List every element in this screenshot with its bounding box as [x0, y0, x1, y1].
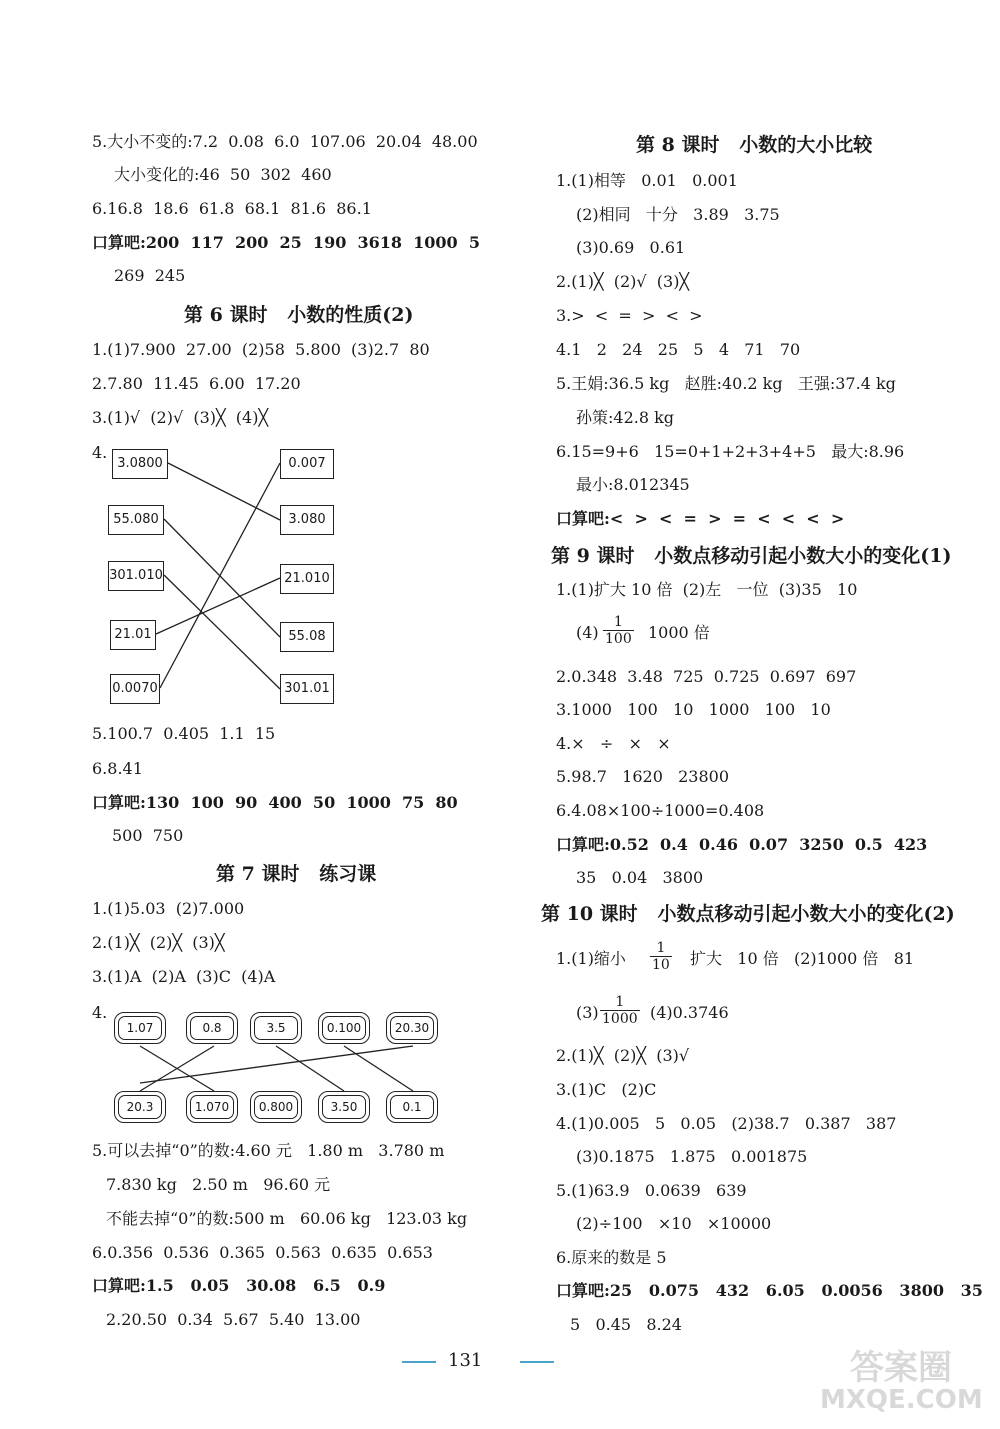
l9-kousuan: 口算吧:0.52 0.4 0.46 0.07 3250 0.5 423	[556, 835, 928, 854]
l7-item-3: 3.(1)A (2)A (3)C (4)A	[92, 967, 276, 986]
l10-item-1a-suffix: 扩大 10 倍 (2)1000 倍 81	[690, 949, 915, 968]
match-box-right: 21.010	[280, 564, 334, 594]
l8-item-1c: (3)0.69 0.61	[576, 238, 686, 257]
l10-item-4a: 4.(1)0.005 5 0.05 (2)38.7 0.387 387	[556, 1114, 897, 1133]
l6-item-6: 6.8.41	[92, 759, 143, 778]
match-line	[276, 1046, 344, 1091]
l9-kousuan-cont: 35 0.04 3800	[576, 868, 704, 887]
match-box-right: 3.080	[280, 505, 334, 535]
l6-item-4: 4.	[92, 443, 108, 462]
l9-item-1b-prefix: (4)	[576, 623, 599, 642]
l9-item-5: 5.98.7 1620 23800	[556, 767, 730, 786]
l8-item-5a: 5.王娟:36.5 kg 赵胜:40.2 kg 王强:37.4 kg	[556, 374, 896, 393]
l9-item-6: 6.4.08×100÷1000=0.408	[556, 801, 765, 820]
l10-item-1b-prefix: (3)	[576, 1003, 599, 1022]
l7-item-5c: 不能去掉“0”的数:500 m 60.06 kg 123.03 kg	[106, 1209, 468, 1228]
round-box-top: 20.30	[386, 1012, 438, 1044]
round-box-bottom: 3.50	[318, 1091, 370, 1123]
match-box-right: 301.01	[280, 674, 334, 704]
heading-lesson-8: 第 8 课时 小数的大小比较	[636, 134, 873, 156]
l10-item-2: 2.(1)╳ (2)╳ (3)√	[556, 1046, 690, 1065]
l8-item-6b: 最小:8.012345	[576, 475, 690, 494]
page-number-dash-left	[402, 1361, 436, 1363]
watermark-url: MXQE.COM	[820, 1385, 983, 1415]
l6-item-3: 3.(1)√ (2)√ (3)╳ (4)╳	[92, 408, 269, 427]
match-box-left: 3.0800	[112, 449, 168, 479]
l6-item-5: 5.100.7 0.405 1.1 15	[92, 724, 276, 743]
l6-item-2: 2.7.80 11.45 6.00 17.20	[92, 374, 301, 393]
heading-lesson-7: 第 7 课时 练习课	[216, 863, 377, 885]
round-box-bottom: 0.800	[250, 1091, 302, 1123]
l7-item-6: 6.0.356 0.536 0.365 0.563 0.635 0.653	[92, 1243, 433, 1262]
round-box-bottom: 20.3	[114, 1091, 166, 1123]
match-line	[156, 578, 280, 634]
round-box-bottom: 0.1	[386, 1091, 438, 1123]
fraction-1-10: $\frac{1}{10}$	[652, 940, 670, 973]
l8-item-5b: 孙策:42.8 kg	[576, 408, 675, 427]
match-line	[168, 463, 280, 520]
match-box-right: 0.007	[280, 449, 334, 479]
match-box-right: 55.08	[280, 622, 334, 652]
left-kousuan-cont: 269 245	[114, 266, 186, 285]
page-number-dash-right	[520, 1361, 554, 1363]
heading-lesson-10: 第 10 课时 小数点移动引起小数大小的变化(2)	[541, 903, 955, 925]
round-box-bottom: 1.070	[186, 1091, 238, 1123]
l9-item-3: 3.1000 100 10 1000 100 10	[556, 700, 831, 719]
page-number: 131	[448, 1350, 483, 1371]
l7-kousuan: 口算吧:1.5 0.05 30.08 6.5 0.9	[92, 1276, 386, 1295]
round-box-top: 0.100	[318, 1012, 370, 1044]
l7-item-5a: 5.可以去掉“0”的数:4.60 元 1.80 m 3.780 m	[92, 1141, 445, 1160]
left-kousuan: 口算吧:200 117 200 25 190 3618 1000 5	[92, 233, 480, 252]
l10-item-1a-prefix: 1.(1)缩小	[556, 949, 626, 968]
match-line	[164, 519, 280, 637]
l7-item-1: 1.(1)5.03 (2)7.000	[92, 899, 245, 918]
round-box-top: 0.8	[186, 1012, 238, 1044]
fraction-1-100: $\frac{1}{100}$	[605, 614, 632, 647]
l8-item-3: 3.> < = > < >	[556, 306, 703, 325]
l7-item-2: 2.(1)╳ (2)╳ (3)╳	[92, 933, 225, 952]
l10-item-3: 3.(1)C (2)C	[556, 1080, 657, 1099]
round-box-top: 1.07	[114, 1012, 166, 1044]
l9-item-1b-suffix: 1000 倍	[648, 623, 710, 642]
l10-kousuan-cont: 5 0.45 8.24	[570, 1315, 682, 1334]
l6-item-1: 1.(1)7.900 27.00 (2)58 5.800 (3)2.7 80	[92, 340, 430, 359]
l7-item-2-extra: 2.20.50 0.34 5.67 5.40 13.00	[106, 1310, 361, 1329]
l10-item-5a: 5.(1)63.9 0.0639 639	[556, 1181, 747, 1200]
match-box-left: 0.0070	[110, 674, 160, 704]
l10-item-4b: (3)0.1875 1.875 0.001875	[576, 1147, 808, 1166]
match-box-left: 55.080	[108, 505, 164, 535]
l7-item-4: 4.	[92, 1003, 108, 1022]
l10-item-6: 6.原来的数是 5	[556, 1248, 667, 1267]
l10-item-5b: (2)÷100 ×10 ×10000	[576, 1214, 772, 1233]
l6-kousuan: 口算吧:130 100 90 400 50 1000 75 80	[92, 793, 458, 812]
left-item-5a: 5.大小不变的:7.2 0.08 6.0 107.06 20.04 48.00	[92, 132, 478, 151]
l6-kousuan-cont: 500 750	[112, 826, 184, 845]
heading-lesson-6: 第 6 课时 小数的性质(2)	[184, 304, 414, 326]
l10-kousuan: 口算吧:25 0.075 432 6.05 0.0056 3800 35	[556, 1281, 983, 1300]
match-line	[160, 463, 280, 688]
left-item-6: 6.16.8 18.6 61.8 68.1 81.6 86.1	[92, 199, 372, 218]
l7-item-5b: 7.830 kg 2.50 m 96.60 元	[106, 1175, 331, 1194]
l8-item-1a: 1.(1)相等 0.01 0.001	[556, 171, 738, 190]
l10-item-1b-suffix: (4)0.3746	[650, 1003, 729, 1022]
l8-kousuan: 口算吧:< > < = > = < < < >	[556, 509, 845, 528]
l9-item-4: 4.× ÷ × ×	[556, 734, 671, 753]
l8-item-1b: (2)相同 十分 3.89 3.75	[576, 205, 780, 224]
left-item-5b: 大小变化的:46 50 302 460	[114, 165, 332, 184]
match-box-left: 301.010	[108, 561, 164, 591]
round-box-top: 3.5	[250, 1012, 302, 1044]
l8-item-6a: 6.15=9+6 15=0+1+2+3+4+5 最大:8.96	[556, 442, 905, 461]
match-line	[344, 1046, 413, 1091]
match-line	[164, 575, 280, 689]
fraction-1-1000: $\frac{1}{1000}$	[602, 994, 638, 1027]
match-box-left: 21.01	[110, 620, 156, 650]
l8-item-4: 4.1 2 24 25 5 4 71 70	[556, 340, 801, 359]
l9-item-2: 2.0.348 3.48 725 0.725 0.697 697	[556, 667, 857, 686]
l9-item-1a: 1.(1)扩大 10 倍 (2)左 一位 (3)35 10	[556, 580, 858, 599]
heading-lesson-9: 第 9 课时 小数点移动引起小数大小的变化(1)	[551, 545, 952, 567]
l8-item-2: 2.(1)╳ (2)√ (3)╳	[556, 272, 690, 291]
watermark-logo: 答案圈	[850, 1348, 952, 1388]
